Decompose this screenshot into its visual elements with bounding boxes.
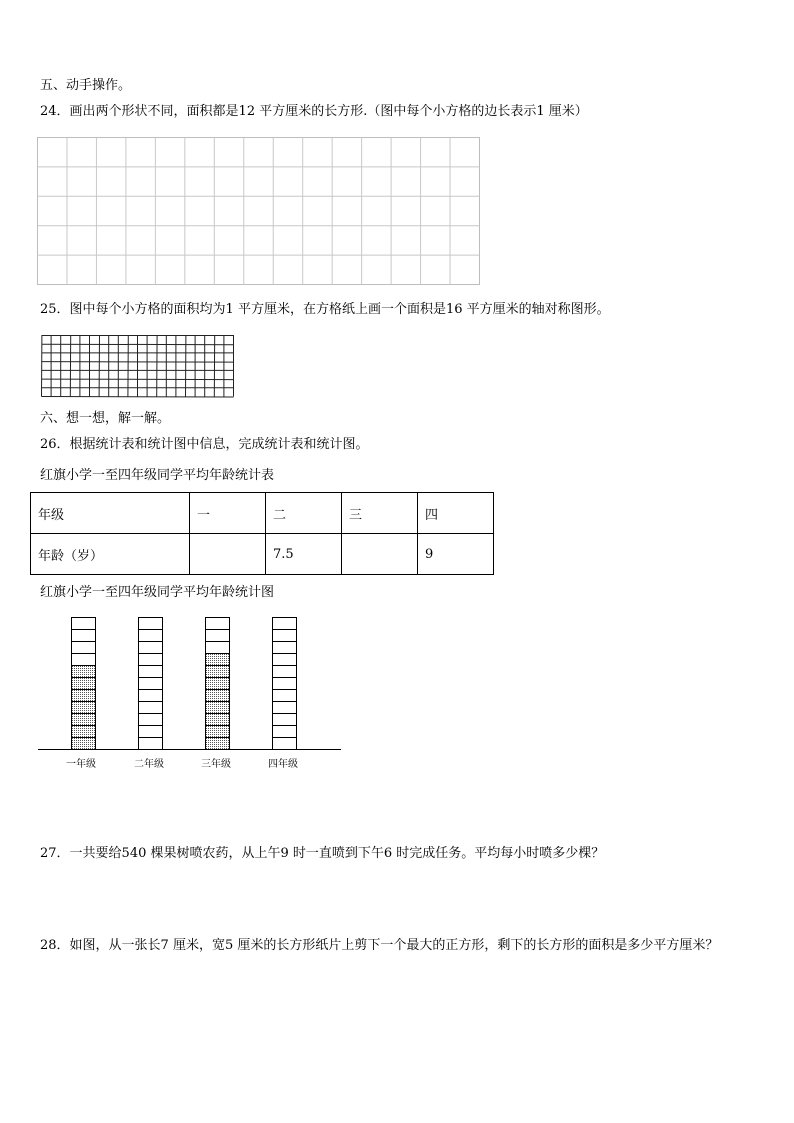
- bar-label: 四年级: [268, 759, 298, 770]
- bar-2: [139, 618, 163, 750]
- table-cell-age: 9: [418, 534, 494, 575]
- section-six-heading: 六、想一想，解一解。: [40, 411, 171, 426]
- section-five-heading: 五、动手操作。: [40, 78, 132, 93]
- bar-segment: [72, 654, 96, 666]
- question-24-text: 24．画出两个形状不同，面积都是12 平方厘米的长方形.（图中每个小方格的边长表示1 厘米）: [40, 104, 588, 119]
- bar-label: 三年级: [201, 759, 231, 770]
- bar-3: [205, 618, 230, 750]
- table-title: 红旗小学一至四年级同学平均年龄统计表: [40, 468, 275, 483]
- grid-line: [42, 379, 234, 380]
- bar-label: 一年级: [66, 759, 96, 770]
- bar-segment: [206, 618, 230, 630]
- question-25-text: 25．图中每个小方格的面积均为1 平方厘米，在方格纸上画一个面积是16 平方厘米的轴对称图形。: [40, 302, 610, 317]
- chart-title: 红旗小学一至四年级同学平均年龄统计图: [40, 585, 275, 600]
- table-header-age: 年龄（岁）: [31, 534, 190, 575]
- bar-segment: [206, 642, 230, 654]
- bar-segment: [273, 738, 297, 750]
- bar-segment: [139, 714, 163, 726]
- bar-segment: [139, 678, 163, 690]
- bar-segment: [72, 618, 96, 630]
- bar-segment: [273, 666, 297, 678]
- bar-segment: [139, 618, 163, 630]
- question-25-grid[interactable]: [40, 334, 236, 398]
- bar-segment: [273, 714, 297, 726]
- grid-line: [42, 344, 234, 345]
- bar-4: [273, 618, 297, 750]
- grid-line: [42, 397, 234, 398]
- bar-segment: [72, 642, 96, 654]
- question-27-text: 27．一共要给540 棵果树喷农药，从上午9 时一直喷到下午6 时完成任务。平均每小时喷多少棵？: [40, 846, 605, 861]
- table-cell-grade: 一: [190, 493, 266, 534]
- bar-segment: [139, 738, 163, 750]
- bar-segment: [273, 726, 297, 738]
- bar-label: 二年级: [134, 759, 164, 770]
- bar-segment: [139, 690, 163, 702]
- bar-segment: [273, 630, 297, 642]
- bar-segment: [139, 666, 163, 678]
- table-row: [31, 493, 494, 534]
- bar-segment: [273, 618, 297, 630]
- bar-segment: [139, 642, 163, 654]
- question-26-text: 26．根据统计表和统计图中信息，完成统计表和统计图。: [40, 437, 369, 452]
- question-24-grid[interactable]: [37, 137, 481, 286]
- table-header-grade: 年级: [31, 493, 190, 534]
- table-cell-age-blank[interactable]: [342, 534, 418, 575]
- table-cell-grade: 四: [418, 493, 494, 534]
- bar-segment: [273, 690, 297, 702]
- age-statistics-table: [30, 492, 494, 575]
- bar-segment: [139, 630, 163, 642]
- bar-segment: [273, 702, 297, 714]
- bar-segment: [139, 726, 163, 738]
- bar-segment: [139, 702, 163, 714]
- bar-segment: [206, 630, 230, 642]
- table-cell-age: 7.5: [266, 534, 342, 575]
- bar-segment: [273, 678, 297, 690]
- table-cell-grade: 二: [266, 493, 342, 534]
- table-row: [31, 534, 494, 575]
- table-cell-grade: 三: [342, 493, 418, 534]
- question-28-text: 28．如图，从一张长7 厘米，宽5 厘米的长方形纸片上剪下一个最大的正方形，剩下的长方形的面积是多少平方厘米？: [40, 938, 719, 953]
- bar-segment: [72, 630, 96, 642]
- grid-line: [42, 362, 234, 363]
- table-cell-age-blank[interactable]: [190, 534, 266, 575]
- bar-segment: [273, 642, 297, 654]
- bar-1: [71, 618, 96, 750]
- bar-segment: [139, 654, 163, 666]
- age-bar-chart: [36, 612, 346, 754]
- bar-segment: [273, 654, 297, 666]
